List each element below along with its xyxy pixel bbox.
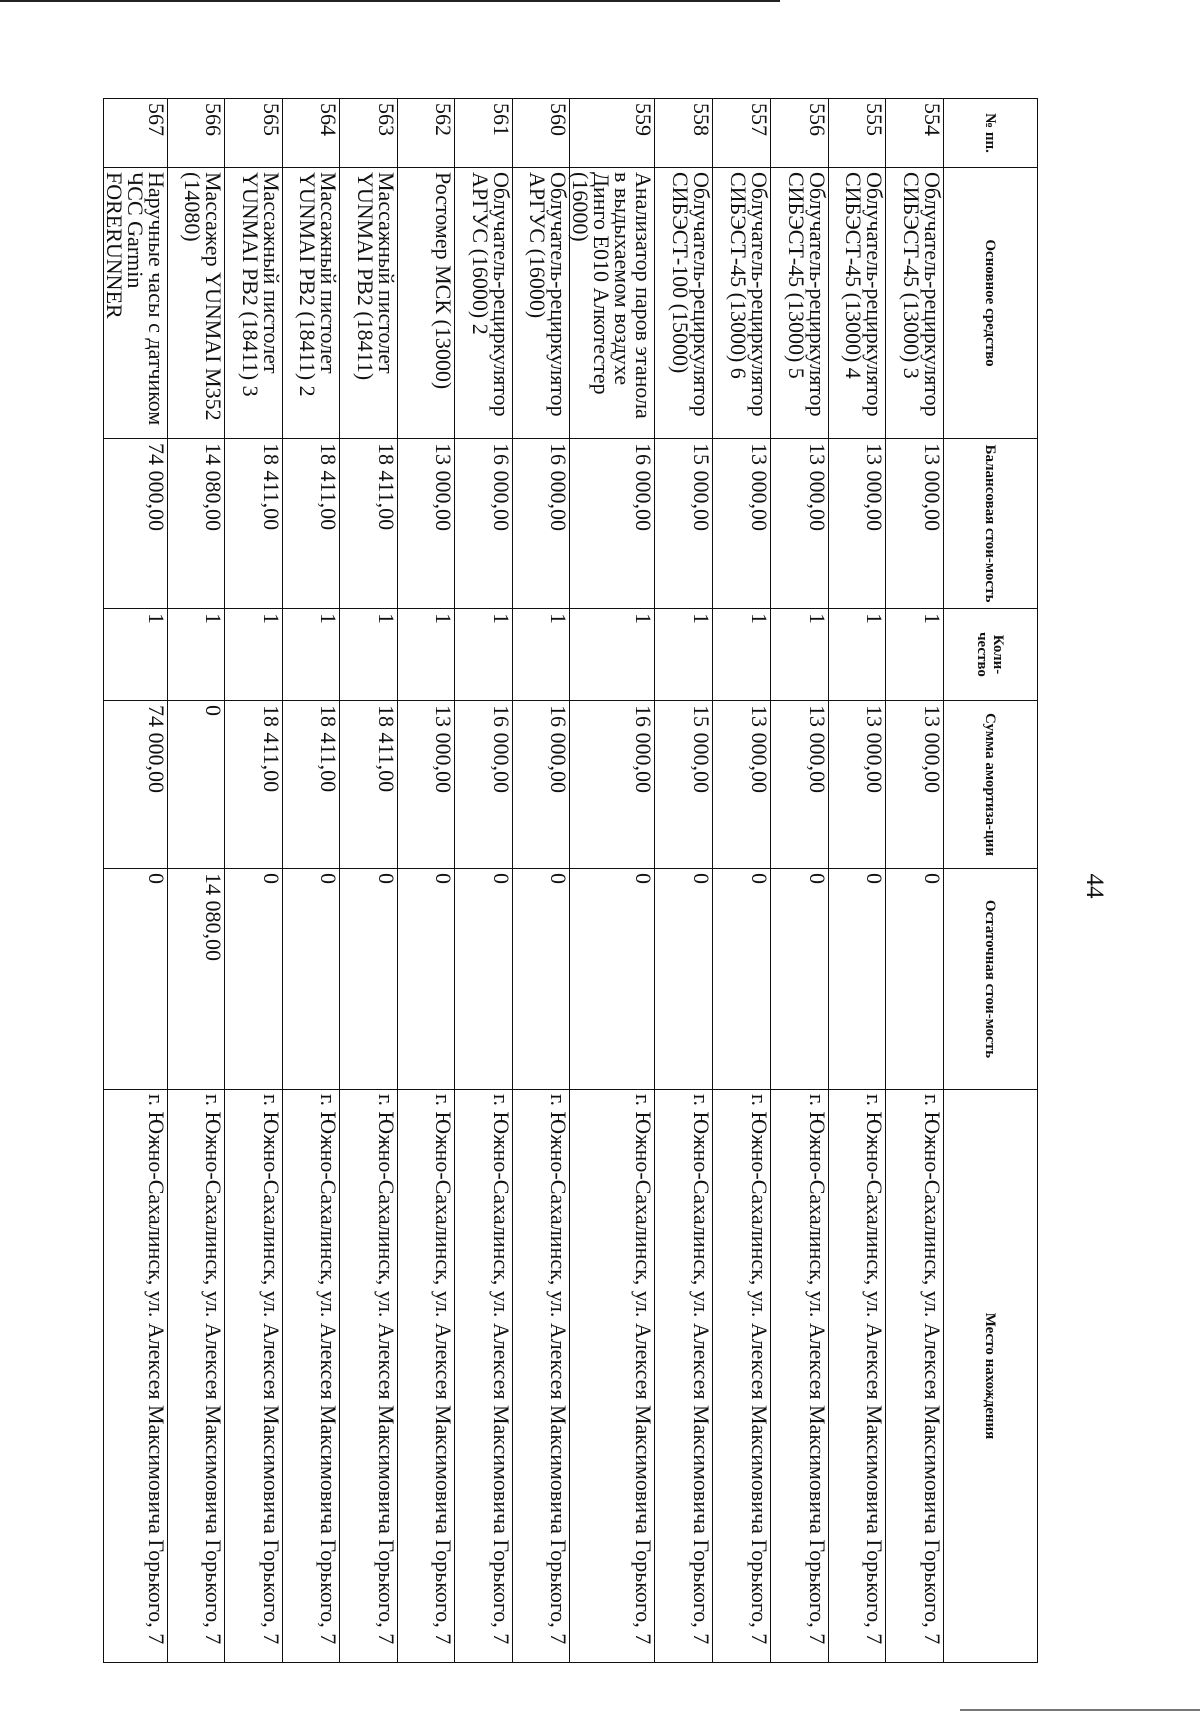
row-qty: 1 bbox=[454, 609, 512, 701]
row-asset: Ростомер МСК (13000) bbox=[397, 168, 454, 439]
row-balance: 16 000,00 bbox=[570, 439, 655, 609]
row-asset: Массажный пистолет YUNMAI PB2 (18411) bbox=[339, 168, 397, 439]
table-row bbox=[225, 99, 282, 1663]
row-num: 558 bbox=[655, 99, 713, 168]
row-location: г. Южно-Сахалинск, ул. Алексея Максимовича Горького, 7 bbox=[339, 1090, 397, 1663]
row-balance: 18 411,00 bbox=[339, 439, 397, 609]
header-depreciation: Сумма амортиза-ции bbox=[944, 701, 1038, 869]
row-depreciation: 13 000,00 bbox=[397, 701, 454, 869]
row-location: г. Южно-Сахалинск, ул. Алексея Максимовича Горького, 7 bbox=[454, 1090, 512, 1663]
row-qty: 1 bbox=[282, 609, 339, 701]
row-location: г. Южно-Сахалинск, ул. Алексея Максимовича Горького, 7 bbox=[770, 1090, 828, 1663]
row-num: 567 bbox=[104, 99, 168, 168]
row-qty: 1 bbox=[168, 609, 225, 701]
row-num: 557 bbox=[713, 99, 770, 168]
row-balance: 13 000,00 bbox=[397, 439, 454, 609]
row-balance: 13 000,00 bbox=[770, 439, 828, 609]
row-depreciation: 16 000,00 bbox=[454, 701, 512, 869]
row-residual: 0 bbox=[570, 869, 655, 1090]
row-location: г. Южно-Сахалинск, ул. Алексея Максимовича Горького, 7 bbox=[104, 1090, 168, 1663]
row-depreciation: 13 000,00 bbox=[770, 701, 828, 869]
row-num: 566 bbox=[168, 99, 225, 168]
row-qty: 1 bbox=[339, 609, 397, 701]
row-depreciation: 18 411,00 bbox=[282, 701, 339, 869]
row-balance: 14 080,00 bbox=[168, 439, 225, 609]
row-residual: 0 bbox=[655, 869, 713, 1090]
header-num: № пп. bbox=[944, 99, 1038, 168]
scan-edge-bottom bbox=[960, 1709, 1200, 1711]
row-asset: Облучатель-рециркулятор СИБЭСТ-45 (13000) 6 bbox=[713, 168, 770, 439]
row-balance: 74 000,00 bbox=[104, 439, 168, 609]
row-qty: 1 bbox=[513, 609, 570, 701]
row-qty: 1 bbox=[828, 609, 885, 701]
row-num: 560 bbox=[513, 99, 570, 168]
row-depreciation: 13 000,00 bbox=[828, 701, 885, 869]
table-row bbox=[828, 99, 885, 1663]
row-asset: Наручные часы с датчиком ЧСС Garmin FORERUNNER bbox=[104, 168, 168, 439]
row-residual: 14 080,00 bbox=[168, 869, 225, 1090]
row-location: г. Южно-Сахалинск, ул. Алексея Максимовича Горького, 7 bbox=[828, 1090, 885, 1663]
row-location: г. Южно-Сахалинск, ул. Алексея Максимовича Горького, 7 bbox=[168, 1090, 225, 1663]
table-row bbox=[713, 99, 770, 1663]
row-residual: 0 bbox=[104, 869, 168, 1090]
row-qty: 1 bbox=[885, 609, 943, 701]
row-location: г. Южно-Сахалинск, ул. Алексея Максимовича Горького, 7 bbox=[570, 1090, 655, 1663]
header-location: Место нахождения bbox=[944, 1090, 1038, 1663]
row-depreciation: 18 411,00 bbox=[339, 701, 397, 869]
row-location: г. Южно-Сахалинск, ул. Алексея Максимовича Горького, 7 bbox=[397, 1090, 454, 1663]
row-residual: 0 bbox=[828, 869, 885, 1090]
row-asset: Массажный пистолет YUNMAI PB2 (18411) 2 bbox=[282, 168, 339, 439]
row-num: 562 bbox=[397, 99, 454, 168]
row-num: 556 bbox=[770, 99, 828, 168]
table-row bbox=[168, 99, 225, 1663]
table-row bbox=[282, 99, 339, 1663]
table-row bbox=[397, 99, 454, 1663]
row-balance: 18 411,00 bbox=[225, 439, 282, 609]
assets-table bbox=[103, 98, 1038, 1663]
row-residual: 0 bbox=[397, 869, 454, 1090]
row-location: г. Южно-Сахалинск, ул. Алексея Максимовича Горького, 7 bbox=[713, 1090, 770, 1663]
row-balance: 16 000,00 bbox=[513, 439, 570, 609]
row-num: 565 bbox=[225, 99, 282, 168]
table-row bbox=[339, 99, 397, 1663]
row-depreciation: 16 000,00 bbox=[513, 701, 570, 869]
scan-edge-top bbox=[0, 0, 780, 2]
row-num: 564 bbox=[282, 99, 339, 168]
row-depreciation: 15 000,00 bbox=[655, 701, 713, 869]
row-residual: 0 bbox=[513, 869, 570, 1090]
row-residual: 0 bbox=[282, 869, 339, 1090]
row-qty: 1 bbox=[397, 609, 454, 701]
table-row bbox=[454, 99, 512, 1663]
page-number: 44 bbox=[1081, 873, 1108, 899]
row-balance: 18 411,00 bbox=[282, 439, 339, 609]
row-balance: 16 000,00 bbox=[454, 439, 512, 609]
row-location: г. Южно-Сахалинск, ул. Алексея Максимовича Горького, 7 bbox=[225, 1090, 282, 1663]
row-asset: Облучатель-рециркулятор АРГУС (16000) bbox=[513, 168, 570, 439]
row-depreciation: 0 bbox=[168, 701, 225, 869]
row-depreciation: 13 000,00 bbox=[713, 701, 770, 869]
table-header-row bbox=[944, 99, 1038, 1663]
row-residual: 0 bbox=[454, 869, 512, 1090]
row-num: 555 bbox=[828, 99, 885, 168]
row-location: г. Южно-Сахалинск, ул. Алексея Максимовича Горького, 7 bbox=[513, 1090, 570, 1663]
table-row bbox=[885, 99, 943, 1663]
row-location: г. Южно-Сахалинск, ул. Алексея Максимовича Горького, 7 bbox=[655, 1090, 713, 1663]
row-asset: Массажер YUNMAI M352 (14080) bbox=[168, 168, 225, 439]
row-residual: 0 bbox=[885, 869, 943, 1090]
table-row bbox=[570, 99, 655, 1663]
row-num: 559 bbox=[570, 99, 655, 168]
row-asset: Анализатор паров этанола в выдыхаемом воздухе Динго Е010 Алкотестер (16000) bbox=[570, 168, 655, 439]
row-asset: Облучатель-рециркулятор АРГУС (16000) 2 bbox=[454, 168, 512, 439]
row-depreciation: 16 000,00 bbox=[570, 701, 655, 869]
rotated-table-container bbox=[103, 98, 1038, 1662]
row-num: 563 bbox=[339, 99, 397, 168]
row-qty: 1 bbox=[770, 609, 828, 701]
table-row bbox=[104, 99, 168, 1663]
row-balance: 13 000,00 bbox=[713, 439, 770, 609]
row-qty: 1 bbox=[225, 609, 282, 701]
row-num: 561 bbox=[454, 99, 512, 168]
row-qty: 1 bbox=[713, 609, 770, 701]
row-asset: Облучатель-рециркулятор СИБЭСТ-100 (15000) bbox=[655, 168, 713, 439]
row-depreciation: 18 411,00 bbox=[225, 701, 282, 869]
table-body bbox=[104, 99, 944, 1663]
header-qty: Коли-чество bbox=[944, 609, 1038, 701]
header-asset: Основное средство bbox=[944, 168, 1038, 439]
row-depreciation: 13 000,00 bbox=[885, 701, 943, 869]
table-row bbox=[770, 99, 828, 1663]
row-location: г. Южно-Сахалинск, ул. Алексея Максимовича Горького, 7 bbox=[885, 1090, 943, 1663]
row-balance: 15 000,00 bbox=[655, 439, 713, 609]
row-residual: 0 bbox=[225, 869, 282, 1090]
row-qty: 1 bbox=[655, 609, 713, 701]
row-residual: 0 bbox=[713, 869, 770, 1090]
row-qty: 1 bbox=[570, 609, 655, 701]
row-asset: Массажный пистолет YUNMAI PB2 (18411) 3 bbox=[225, 168, 282, 439]
row-balance: 13 000,00 bbox=[885, 439, 943, 609]
row-balance: 13 000,00 bbox=[828, 439, 885, 609]
row-residual: 0 bbox=[770, 869, 828, 1090]
table-row bbox=[655, 99, 713, 1663]
row-qty: 1 bbox=[104, 609, 168, 701]
row-residual: 0 bbox=[339, 869, 397, 1090]
row-num: 554 bbox=[885, 99, 943, 168]
row-depreciation: 74 000,00 bbox=[104, 701, 168, 869]
header-residual: Остаточная стои-мость bbox=[944, 869, 1038, 1090]
row-asset: Облучатель-рециркулятор СИБЭСТ-45 (13000) 4 bbox=[828, 168, 885, 439]
row-asset: Облучатель-рециркулятор СИБЭСТ-45 (13000) 3 bbox=[885, 168, 943, 439]
row-asset: Облучатель-рециркулятор СИБЭСТ-45 (13000) 5 bbox=[770, 168, 828, 439]
table-row bbox=[513, 99, 570, 1663]
header-balance: Балансовая стои-мость bbox=[944, 439, 1038, 609]
row-location: г. Южно-Сахалинск, ул. Алексея Максимовича Горького, 7 bbox=[282, 1090, 339, 1663]
